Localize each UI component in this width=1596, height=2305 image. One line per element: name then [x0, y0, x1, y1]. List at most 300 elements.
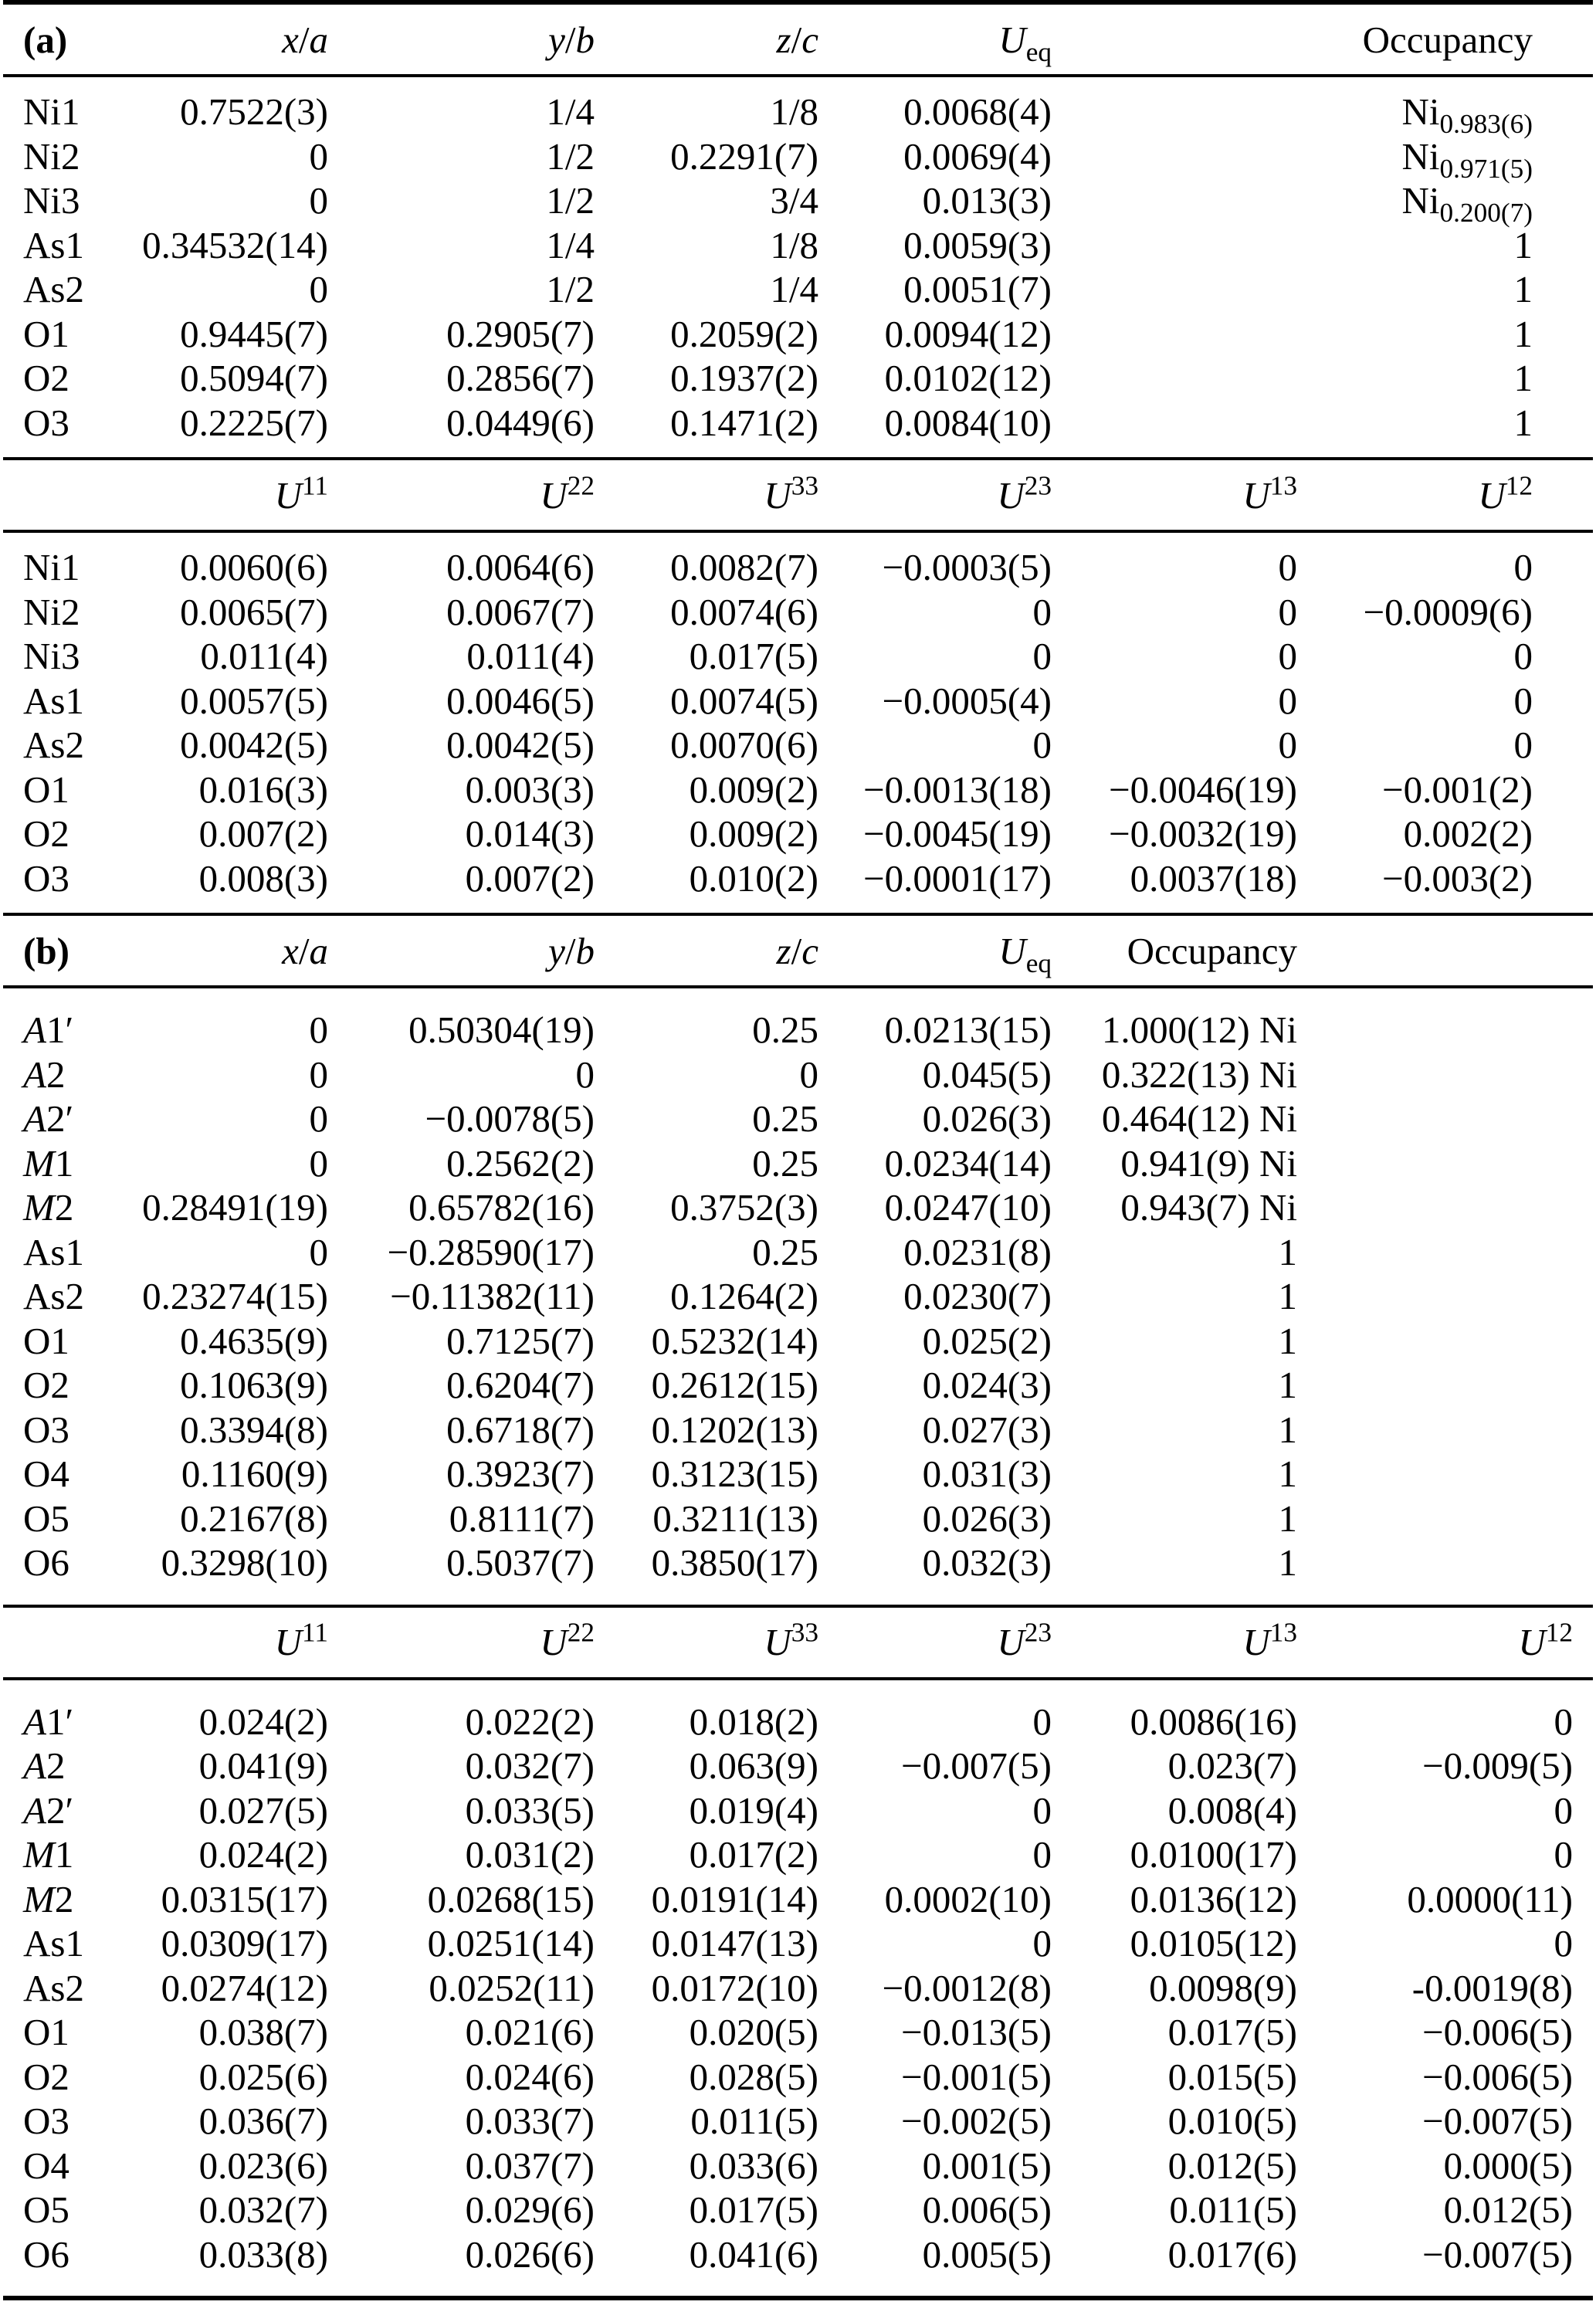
column-header: $U^{33}$	[764, 470, 818, 517]
value-cell: 0.005(5)	[922, 2232, 1052, 2276]
value-cell: 0.036(7)	[198, 2100, 328, 2142]
value-cell: 0.000(5)	[1443, 2144, 1573, 2187]
value-cell: 0	[1513, 635, 1533, 677]
section-label: (a)	[23, 18, 68, 61]
value-cell: 0.3923(7)	[446, 1452, 595, 1495]
value-cell: 0	[1554, 1922, 1573, 1964]
atom-site-label: O4	[23, 1452, 69, 1495]
table-row	[23, 590, 1573, 635]
atom-site-label: O6	[23, 1541, 69, 1584]
value-cell: 0	[1513, 724, 1533, 766]
value-cell: 1	[1513, 357, 1533, 399]
spacer-cell	[1533, 5, 1573, 74]
value-cell: 0.031(2)	[465, 1833, 595, 1876]
value-cell: 1	[1513, 401, 1533, 444]
value-cell: 0.0064(6)	[446, 546, 595, 588]
table-row	[23, 134, 1573, 179]
value-cell: 0.012(5)	[1167, 2144, 1297, 2187]
spacer-cell	[1297, 1319, 1573, 1364]
value-cell: 0.25	[752, 1230, 818, 1273]
value-cell: 0.0060(6)	[180, 546, 328, 588]
value-cell: 0	[1278, 635, 1297, 677]
value-cell: 0.1264(2)	[670, 1275, 818, 1317]
value-cell: 0	[1032, 1700, 1052, 1743]
table-row	[23, 1053, 1573, 1097]
value-cell: 0.007(2)	[465, 856, 595, 900]
atom-site-label: O2	[23, 1364, 69, 1406]
value-cell: −0.0009(6)	[1363, 590, 1533, 633]
value-cell: 0.027(3)	[922, 1408, 1052, 1451]
atom-site-label: As2	[23, 1966, 84, 2009]
value-cell: 1	[1278, 1541, 1297, 1584]
column-header: $U^{12}$	[1518, 1617, 1573, 1663]
value-cell: 0.031(3)	[922, 1452, 1052, 1495]
column-header: y/b	[548, 18, 595, 61]
column-header: x/a	[282, 18, 328, 61]
atom-site-label: Ni2	[23, 134, 80, 178]
table-row	[23, 1497, 1573, 1541]
value-cell: 0	[309, 1230, 328, 1273]
value-cell: −0.006(5)	[1421, 2011, 1573, 2053]
value-cell: 0.028(5)	[689, 2055, 818, 2098]
value-cell: 0.017(2)	[689, 1833, 818, 1876]
section-label	[23, 460, 131, 530]
value-cell: 0.3394(8)	[180, 1408, 328, 1451]
table-row	[23, 1541, 1573, 1585]
atom-site-label: O1	[23, 312, 69, 355]
value-cell: 0.002(2)	[1403, 812, 1533, 855]
spacer-cell	[1533, 545, 1573, 590]
value-cell: 0	[309, 1097, 328, 1140]
value-cell: 0.0065(7)	[180, 590, 328, 633]
value-cell: 0.0449(6)	[446, 401, 595, 444]
spacer-cell	[1297, 1230, 1573, 1275]
column-header: $U^{33}$	[764, 1617, 818, 1663]
value-cell: 0.017(5)	[689, 635, 818, 677]
value-cell: 0.037(7)	[465, 2144, 595, 2187]
value-cell: 1	[1278, 1230, 1297, 1273]
atom-site-label: A2	[23, 1053, 66, 1096]
value-cell: 0.0057(5)	[180, 679, 328, 722]
table-row	[23, 1230, 1573, 1275]
value-cell: 0.7522(3)	[180, 90, 328, 133]
value-cell: −0.28590(17)	[387, 1230, 595, 1273]
value-cell: 0.0002(10)	[884, 1877, 1052, 1920]
value-cell: 0.008(3)	[198, 856, 328, 900]
value-cell: 0.017(5)	[689, 2188, 818, 2231]
atom-site-label: As1	[23, 223, 84, 266]
value-cell: 0	[1032, 1922, 1052, 1964]
value-cell: 0.024(3)	[922, 1364, 1052, 1406]
value-cell: 1.000(12) Ni	[1101, 1008, 1297, 1051]
header-row	[23, 1608, 1573, 1677]
column-header: $U^{13}$	[1242, 1617, 1297, 1663]
value-cell: 0.006(5)	[922, 2188, 1052, 2231]
atom-site-label: O4	[23, 2144, 69, 2187]
table-row	[23, 312, 1573, 357]
value-cell: −0.0046(19)	[1108, 768, 1297, 811]
value-cell: 0.2225(7)	[180, 401, 328, 444]
rule	[3, 1677, 1593, 1680]
value-cell: 0.3123(15)	[651, 1452, 818, 1495]
table-b-positions	[23, 1008, 1573, 1585]
value-cell: 0.5094(7)	[180, 357, 328, 399]
value-cell: 0.019(4)	[689, 1788, 818, 1832]
spacer-cell	[1533, 856, 1573, 901]
value-cell: 0.34532(14)	[142, 223, 328, 266]
table-row	[23, 634, 1573, 679]
spacer-cell	[1297, 1541, 1573, 1585]
value-cell: 0.0098(9)	[1149, 1966, 1297, 2009]
value-cell: 0.6718(7)	[446, 1408, 595, 1451]
value-cell: 0.25	[752, 1141, 818, 1185]
value-cell: 0.025(6)	[198, 2055, 328, 2098]
spacer-cell	[1533, 312, 1573, 357]
table-row	[23, 1744, 1573, 1788]
value-cell: 1	[1513, 268, 1533, 310]
spacer-cell	[1297, 1053, 1573, 1097]
table-row	[23, 1008, 1573, 1053]
value-cell: 1/2	[546, 179, 595, 222]
value-cell: 0.1471(2)	[670, 401, 818, 444]
atom-site-label: O3	[23, 401, 69, 444]
rule	[3, 530, 1593, 533]
value-cell: 0	[1278, 679, 1297, 722]
spacer-cell	[1533, 401, 1573, 446]
value-cell: 0.2905(7)	[446, 312, 595, 355]
rule	[3, 985, 1593, 988]
value-cell: 0.022(2)	[465, 1700, 595, 1743]
table-b-adp-header	[23, 1608, 1573, 1677]
value-cell: 0.0094(12)	[884, 312, 1052, 355]
value-cell: 0.007(2)	[198, 812, 328, 855]
spacer-cell	[1533, 634, 1573, 679]
column-header: z/c	[776, 929, 818, 972]
spacer-cell	[1533, 223, 1573, 268]
value-cell: 0.3752(3)	[670, 1186, 818, 1229]
table-row	[23, 223, 1573, 268]
value-cell: 0.021(6)	[465, 2011, 595, 2053]
value-cell: 0.0147(13)	[651, 1922, 818, 1964]
value-cell: −0.0001(17)	[862, 856, 1052, 900]
table-row	[23, 401, 1573, 446]
column-header: $U^{11}$	[274, 470, 328, 517]
value-cell: 0	[309, 268, 328, 310]
value-cell: 0.4635(9)	[180, 1319, 328, 1362]
table-row	[23, 2232, 1573, 2277]
value-cell: 0.1063(9)	[180, 1364, 328, 1406]
value-cell: 0.0074(5)	[670, 679, 818, 722]
value-cell: 0.0105(12)	[1130, 1922, 1297, 1964]
value-cell: 0.0082(7)	[670, 546, 818, 588]
value-cell: 0.9445(7)	[180, 312, 328, 355]
column-header: $U^{22}$	[540, 470, 595, 517]
table-row	[23, 1141, 1573, 1186]
value-cell: 0.8111(7)	[449, 1497, 595, 1540]
value-cell: 0.041(9)	[198, 1744, 328, 1787]
value-cell: 0	[1554, 1700, 1573, 1743]
value-cell: $Ni_{0.983(6)}$	[1401, 90, 1533, 139]
value-cell: −0.0012(8)	[882, 1966, 1052, 2009]
value-cell: 0.023(6)	[198, 2144, 328, 2187]
value-cell: 0	[1032, 1788, 1052, 1832]
value-cell: 0.3850(17)	[651, 1541, 818, 1584]
value-cell: 0.1937(2)	[670, 357, 818, 399]
table-a-adp-header	[23, 460, 1573, 530]
spacer-cell	[1533, 590, 1573, 635]
value-cell: -0.0019(8)	[1411, 1966, 1573, 2009]
atom-site-label: O3	[23, 856, 69, 900]
value-cell: 0.0172(10)	[651, 1966, 818, 2009]
table-a-positions-header	[23, 5, 1573, 74]
value-cell: 0.0074(6)	[670, 590, 818, 633]
value-cell: 0.026(6)	[465, 2232, 595, 2276]
value-cell: 0.0234(14)	[884, 1141, 1052, 1185]
value-cell: −0.007(5)	[1421, 2232, 1573, 2276]
atom-site-label: Ni1	[23, 546, 80, 588]
spacer-cell	[1533, 90, 1573, 134]
table-row	[23, 1452, 1573, 1497]
value-cell: 0.038(7)	[198, 2011, 328, 2053]
value-cell: 0	[1032, 635, 1052, 677]
value-cell: 0	[1278, 546, 1297, 588]
value-cell: 0	[309, 1141, 328, 1185]
value-cell: 0.009(2)	[689, 812, 818, 855]
spacer-cell	[1533, 723, 1573, 768]
table-row	[23, 679, 1573, 724]
table-row	[23, 1788, 1573, 1833]
value-cell: −0.0045(19)	[862, 812, 1052, 855]
column-header: $U_{eq}$	[998, 18, 1052, 67]
spacer-cell	[1533, 267, 1573, 312]
value-cell: 0.033(8)	[198, 2232, 328, 2276]
value-cell: 0.023(7)	[1167, 1744, 1297, 1787]
table-row	[23, 356, 1573, 401]
spacer-cell	[1533, 812, 1573, 856]
value-cell: 0.032(3)	[922, 1541, 1052, 1584]
value-cell: 0.0274(12)	[161, 1966, 328, 2009]
value-cell: 0.015(5)	[1167, 2055, 1297, 2098]
value-cell: 0.0046(5)	[446, 679, 595, 722]
column-header: $U^{11}$	[274, 1617, 328, 1663]
value-cell: 0.0247(10)	[884, 1186, 1052, 1229]
value-cell: 1	[1278, 1319, 1297, 1362]
table-row	[23, 1097, 1573, 1141]
value-cell: 1/2	[546, 268, 595, 310]
value-cell: 0.1160(9)	[181, 1452, 328, 1495]
spacer-cell	[1297, 1408, 1573, 1452]
value-cell: −0.0013(18)	[862, 768, 1052, 811]
value-cell: 1/4	[546, 90, 595, 133]
value-cell: 0.041(6)	[689, 2232, 818, 2276]
atom-site-label: A2′	[23, 1788, 74, 1832]
value-cell: 0	[1554, 1833, 1573, 1876]
value-cell: 0	[799, 1053, 818, 1096]
column-header: $U^{23}$	[997, 1617, 1052, 1663]
atom-site-label: M2	[23, 1186, 74, 1229]
value-cell: 0	[309, 134, 328, 178]
value-cell: 0.008(4)	[1167, 1788, 1297, 1832]
table-row	[23, 723, 1573, 768]
table-row	[23, 1319, 1573, 1364]
value-cell: 0.011(4)	[466, 635, 595, 677]
column-header: Occupancy	[1127, 929, 1297, 972]
atom-site-label: Ni3	[23, 179, 80, 222]
value-cell: 0.2612(15)	[651, 1364, 818, 1406]
value-cell: −0.013(5)	[900, 2011, 1052, 2053]
value-cell: 1	[1513, 223, 1533, 266]
spacer-cell	[1533, 356, 1573, 401]
value-cell: 0.6204(7)	[446, 1364, 595, 1406]
value-cell: 0.25	[752, 1097, 818, 1140]
column-header: y/b	[548, 929, 595, 972]
table-row	[23, 1363, 1573, 1408]
value-cell: 0.0191(14)	[651, 1877, 818, 1920]
value-cell: 3/4	[770, 179, 818, 222]
table-row	[23, 1832, 1573, 1877]
value-cell: 0.0309(17)	[161, 1922, 328, 1964]
value-cell: −0.003(2)	[1381, 856, 1533, 900]
value-cell: 0.0084(10)	[884, 401, 1052, 444]
rule-bottom	[3, 2296, 1593, 2300]
value-cell: 0.943(7) Ni	[1120, 1186, 1297, 1229]
atom-site-label: M1	[23, 1141, 74, 1185]
value-cell: 0.0067(7)	[446, 590, 595, 633]
value-cell: 0.001(5)	[922, 2144, 1052, 2187]
value-cell: 0.009(2)	[689, 768, 818, 811]
header-row	[23, 916, 1573, 985]
spacer-cell	[1533, 679, 1573, 724]
value-cell: 0	[1032, 590, 1052, 633]
value-cell: 0.011(4)	[200, 635, 328, 677]
column-header: Occupancy	[1362, 18, 1533, 61]
value-cell: 1/4	[770, 268, 818, 310]
value-cell: −0.0005(4)	[882, 679, 1052, 722]
atom-site-label: A1′	[23, 1008, 74, 1051]
value-cell: 0	[309, 1008, 328, 1051]
atom-site-label: O2	[23, 2055, 69, 2098]
value-cell: 0.045(5)	[922, 1053, 1052, 1096]
table-row	[23, 2188, 1573, 2232]
spacer-cell	[1297, 916, 1573, 985]
value-cell: 0.0213(15)	[884, 1008, 1052, 1051]
value-cell: 0.0102(12)	[884, 357, 1052, 399]
value-cell: 0	[309, 179, 328, 222]
value-cell: 1	[1278, 1452, 1297, 1495]
atom-site-label: Ni2	[23, 590, 80, 633]
value-cell: 0.011(5)	[690, 2100, 818, 2142]
spacer-cell	[1297, 1274, 1573, 1319]
value-cell: 0	[1513, 679, 1533, 722]
atom-site-label: O1	[23, 768, 69, 811]
value-cell: 0.23274(15)	[142, 1275, 328, 1317]
table-row	[23, 2144, 1573, 2188]
value-cell: 0.017(6)	[1167, 2232, 1297, 2276]
value-cell: 0.0315(17)	[161, 1877, 328, 1920]
value-cell: 0.2856(7)	[446, 357, 595, 399]
atom-site-label: O1	[23, 1319, 69, 1362]
table-row	[23, 2099, 1573, 2144]
value-cell: 0.1202(13)	[651, 1408, 818, 1451]
atom-site-label: O5	[23, 2188, 69, 2231]
value-cell: 0.0068(4)	[903, 90, 1052, 133]
spacer-cell	[1297, 1141, 1573, 1186]
value-cell: 0.0042(5)	[446, 724, 595, 766]
header-row	[23, 460, 1573, 530]
value-cell: 0	[1513, 546, 1533, 588]
value-cell: 0.0231(8)	[903, 1230, 1052, 1273]
column-header: $U_{eq}$	[998, 929, 1052, 978]
value-cell: 0.7125(7)	[446, 1319, 595, 1362]
value-cell: 0.0251(14)	[427, 1922, 595, 1964]
table-row	[23, 2010, 1573, 2055]
atom-site-label: O3	[23, 2100, 69, 2142]
value-cell: 0.0086(16)	[1130, 1700, 1297, 1743]
value-cell: 0	[1032, 724, 1052, 766]
atom-site-label: O3	[23, 1408, 69, 1451]
value-cell: $Ni_{0.971(5)}$	[1401, 134, 1533, 184]
value-cell: 0.0100(17)	[1130, 1833, 1297, 1876]
value-cell: 0	[1278, 590, 1297, 633]
spacer-cell	[1533, 460, 1573, 530]
atom-site-label: As1	[23, 679, 84, 722]
value-cell: 0.003(3)	[465, 768, 595, 811]
table-row	[23, 267, 1573, 312]
value-cell: 0.941(9) Ni	[1120, 1141, 1297, 1185]
value-cell: 0.011(5)	[1169, 2188, 1297, 2231]
value-cell: 0	[309, 1053, 328, 1096]
value-cell: 0.012(5)	[1443, 2188, 1573, 2231]
value-cell: −0.0003(5)	[882, 546, 1052, 588]
value-cell: 1	[1513, 312, 1533, 355]
value-cell: 0.0070(6)	[670, 724, 818, 766]
value-cell: 1/8	[770, 223, 818, 266]
atom-site-label: A1′	[23, 1700, 74, 1743]
atom-site-label: M1	[23, 1833, 74, 1876]
table-a-adp	[23, 545, 1573, 900]
value-cell: 0.024(2)	[198, 1700, 328, 1743]
value-cell: 1	[1278, 1408, 1297, 1451]
table-a-positions	[23, 90, 1573, 445]
table-row	[23, 178, 1573, 223]
value-cell: 0.063(9)	[689, 1744, 818, 1787]
spacer-cell	[1297, 1008, 1573, 1053]
column-header: z/c	[776, 18, 818, 61]
spacer-cell	[1533, 134, 1573, 179]
table-b-adp	[23, 1700, 1573, 2277]
value-cell: −0.007(5)	[1421, 2100, 1573, 2142]
value-cell: 0.0042(5)	[180, 724, 328, 766]
value-cell: 1/8	[770, 90, 818, 133]
value-cell: 0.0230(7)	[903, 1275, 1052, 1317]
atom-site-label: Ni3	[23, 635, 80, 677]
value-cell: 0.010(2)	[689, 856, 818, 900]
value-cell: 0.50304(19)	[408, 1008, 595, 1051]
atom-site-label: O2	[23, 812, 69, 855]
value-cell: 1	[1278, 1275, 1297, 1317]
spacer-cell	[1297, 1363, 1573, 1408]
atom-site-label: M2	[23, 1877, 74, 1920]
table-row	[23, 545, 1573, 590]
value-cell: 1/4	[546, 223, 595, 266]
rule	[3, 74, 1593, 77]
column-header: $U^{23}$	[997, 470, 1052, 517]
value-cell: 0.026(3)	[922, 1097, 1052, 1140]
value-cell: 0.2167(8)	[180, 1497, 328, 1540]
value-cell: 0.5037(7)	[446, 1541, 595, 1584]
atom-site-label: As1	[23, 1922, 84, 1964]
table-row	[23, 1877, 1573, 1922]
